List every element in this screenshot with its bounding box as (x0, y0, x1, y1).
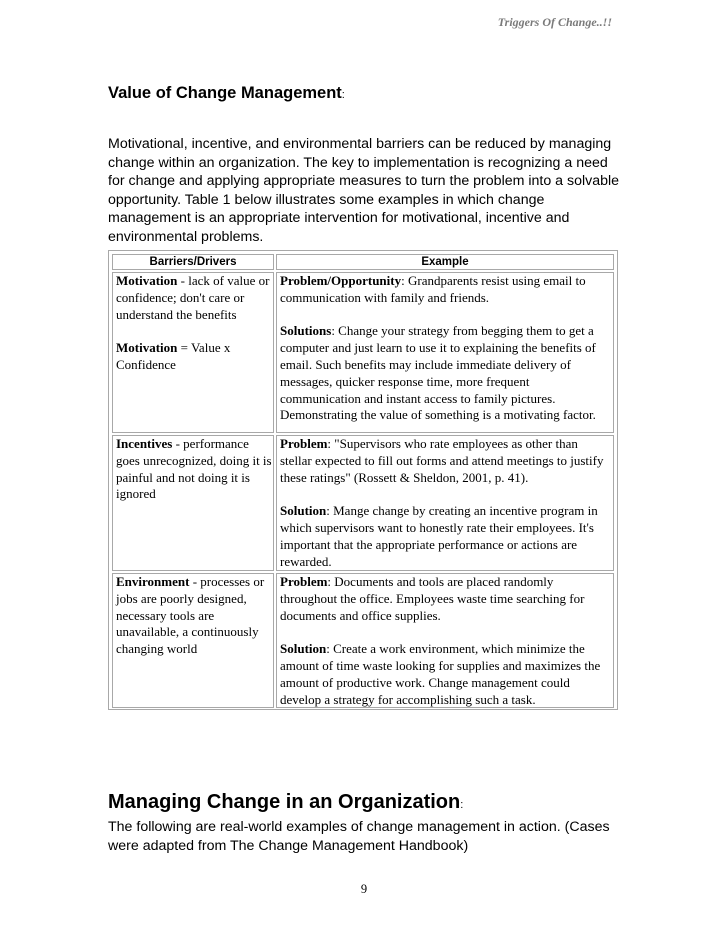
solution-text: : Change your strategy from begging them to get a computer and just learn to use it to explaining the benefits of email. Such benefits may include immediate delivery of messages, quicker response time, more frequent communication and instant access to family pictures. Demonstrating the value of something is a motivating factor. (280, 323, 596, 423)
solution-text: : Mange change by creating an incentive program in which supervisors want to honestly rate their employees. It's important that the appropriate performance or actions are rewarded. (280, 503, 598, 569)
header-example: Example (276, 254, 614, 270)
table-row (111, 271, 615, 434)
example-cell (276, 573, 614, 708)
heading-colon: : (341, 89, 345, 101)
solution-label: Solution (280, 641, 327, 657)
header-barriers: Barriers/Drivers (112, 254, 274, 270)
example-cell (276, 272, 614, 433)
barrier-description: - performance goes unrecognized, doing it is painful and not doing it is ignored (116, 436, 272, 502)
formula-text: = Value x Confidence (116, 340, 231, 372)
table-row (111, 434, 615, 572)
barrier-description: - processes or jobs are poorly designed, necessary tools are unavailable, a continuously changing world (116, 574, 265, 657)
problem-label: Problem (280, 574, 328, 589)
intro-paragraph: Motivational, incentive, and environmental barriers can be reduced by managing change within an organization. The key to implementation is recognizing a need for change and applying appropriate measures to turn the problem into a solvable opportunity. Table 1 below illustrates some examples in which change management is an appropriate intervention for motivational, incentive and environmental problems. (108, 136, 620, 245)
formula-term: Motivation (116, 340, 178, 356)
solution-text: : Create a work environment, which minimize the amount of time waste looking for supplies and maximizes the amount of productive work. Change management could develop a strategy for accomplishing such a task. (280, 641, 601, 707)
table-header-row (111, 253, 615, 271)
problem-text: : Grandparents resist using email to communication with family and friends. (280, 273, 586, 305)
running-header: Triggers Of Change..!! (497, 15, 612, 29)
barrier-cell (112, 573, 274, 708)
table-row (111, 572, 615, 709)
example-cell (276, 435, 614, 571)
section-heading-text: Value of Change Management (108, 84, 342, 102)
problem-text: : Documents and tools are placed randomly throughout the office. Employees waste time searching for documents and office supplies. (280, 574, 585, 623)
problem-label: Problem (280, 436, 328, 451)
solution-label: Solution (280, 503, 327, 519)
barrier-description: - lack of value or confidence; don't care or understand the benefits (116, 273, 270, 322)
section-heading-value (108, 84, 345, 103)
heading-colon: : (460, 799, 464, 811)
problem-label: Problem/Opportunity (280, 273, 402, 288)
section-heading-text: Managing Change in an Organization (108, 791, 461, 813)
barrier-term: Environment (116, 574, 190, 589)
page-number: 9 (360, 882, 368, 896)
barrier-cell (112, 272, 274, 433)
barrier-cell (112, 435, 274, 571)
section-heading-managing (108, 791, 463, 814)
barriers-table (108, 250, 618, 710)
outro-paragraph: The following are real-world examples of change management in action. (Cases were adapted from The Change Management Handbook) (108, 819, 610, 854)
barrier-term: Incentives (116, 436, 173, 451)
solution-label: Solutions (280, 323, 332, 339)
barrier-term: Motivation (116, 273, 178, 288)
problem-text: : "Supervisors who rate employees as other than stellar expected to fill out forms and attend meetings to justify these ratings" (Rossett & Sheldon, 2001, p. 41). (280, 436, 604, 485)
